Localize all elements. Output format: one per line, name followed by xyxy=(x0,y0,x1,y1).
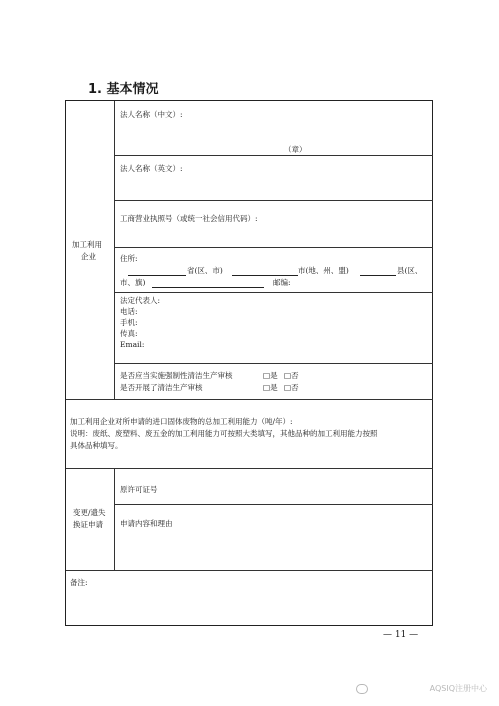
watermark: AQSIQ注册中心 xyxy=(429,684,487,693)
address-province: 省(区、市) xyxy=(187,266,223,275)
address-city2: 市、旗) xyxy=(120,278,146,287)
enterprise-label-2 xyxy=(81,252,96,262)
audit-q1-no[interactable]: □否 xyxy=(284,371,299,380)
row-divider xyxy=(114,504,433,505)
fax-label: 传真: xyxy=(120,329,138,338)
original-license-label: 原许可证号 xyxy=(120,485,158,494)
province-blank[interactable] xyxy=(128,275,186,276)
section-divider xyxy=(66,399,433,400)
enterprise-label xyxy=(72,240,102,250)
enterprise-label-line1: 加工利用 xyxy=(72,240,102,249)
seal-label: （章） xyxy=(284,145,307,154)
name-en-label: 法人名称（英文）: xyxy=(120,164,183,173)
email-label: Email: xyxy=(120,340,145,349)
capacity-line-3: 具体品种填写。 xyxy=(70,441,123,450)
district-blank[interactable] xyxy=(152,287,264,288)
row-divider xyxy=(114,200,433,201)
section-title: 1. 基本情况 xyxy=(88,82,159,97)
enterprise-label-line2: 企业 xyxy=(81,252,96,261)
section-divider xyxy=(66,468,433,469)
license-label: 工商营业执照号（或统一社会信用代码）: xyxy=(120,214,258,223)
name-cn-label: 法人名称（中文）: xyxy=(120,110,183,119)
capacity-line-2: 说明：废纸、废塑料、废五金的加工利用能力可按照大类填写，其他品种的加工利用能力按照 xyxy=(70,429,378,438)
change-label-1: 变更/遗失 xyxy=(73,508,106,517)
enterprise-column-divider xyxy=(114,101,115,399)
phone-label: 电话: xyxy=(120,307,138,316)
audit-question-2: 是否开展了清洁生产审核 xyxy=(120,383,203,392)
city-blank[interactable] xyxy=(232,275,298,276)
audit-question-1: 是否应当实施强制性清洁生产审核 xyxy=(120,371,233,380)
row-divider xyxy=(114,363,433,364)
mobile-label: 手机: xyxy=(120,318,138,327)
audit-q1-yes[interactable]: □是 xyxy=(263,371,278,380)
audit-q2-yes[interactable]: □是 xyxy=(263,383,278,392)
page-number: — 11 — xyxy=(383,630,419,640)
postcode-label: 邮编: xyxy=(273,278,291,287)
address-county: 县(区、 xyxy=(397,266,423,275)
row-divider xyxy=(114,247,433,248)
audit-q2-no[interactable]: □否 xyxy=(284,383,299,392)
address-city: 市(地、州、盟) xyxy=(298,266,349,275)
address-label: 住所: xyxy=(120,254,138,263)
row-divider xyxy=(114,292,433,293)
wechat-icon xyxy=(356,684,368,694)
remarks-label: 备注: xyxy=(70,578,88,587)
section-divider xyxy=(66,570,433,571)
application-form-table xyxy=(65,100,433,626)
request-content-label: 申请内容和理由 xyxy=(120,519,173,528)
change-label-2: 换证申请 xyxy=(73,520,103,529)
county-blank[interactable] xyxy=(360,275,396,276)
change-column-divider xyxy=(114,468,115,570)
legal-rep-label: 法定代表人: xyxy=(120,296,161,305)
row-divider xyxy=(114,155,433,156)
capacity-line-1: 加工利用企业对所申请的进口固体废物的总加工利用能力（吨/年）: xyxy=(70,417,293,426)
